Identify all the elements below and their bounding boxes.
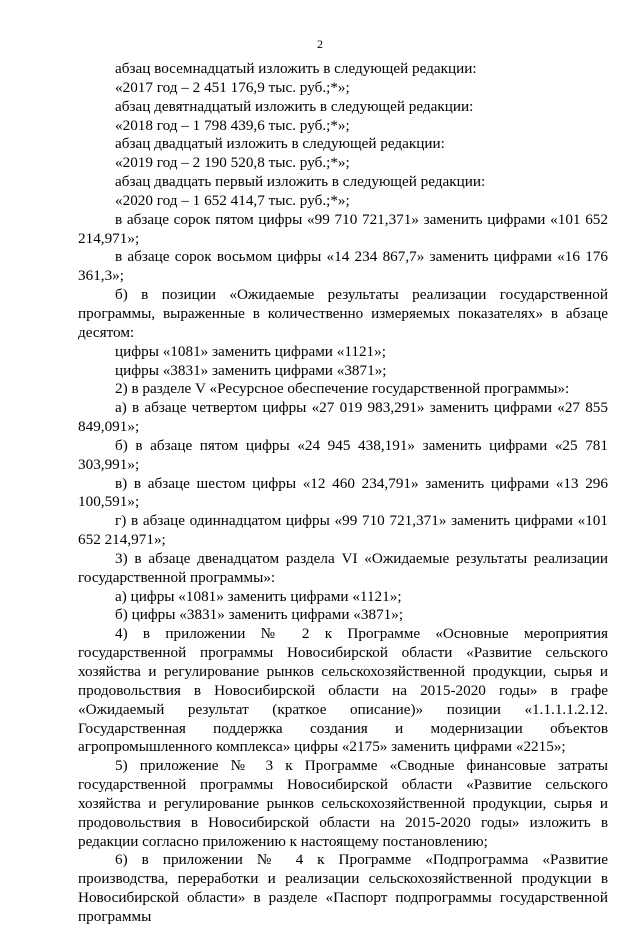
paragraph: цифры «3831» заменить цифрами «3871»; [115, 361, 387, 379]
paragraph: 4) в приложении № 2 к Программе «Основные мероприятия государственной программы Новосибирской области «Развитие сельского хозяйства и регулирование рынков сельскохозяйственной продукции, сырья и продовольствия в Новосибирской области на 2015-2020 годы» в графе «Ожидаемый результат (краткое описание)» позиции «1.1.1.1.2.12. Государственная поддержка создания и модернизации объектов агропромышленного комплекса» цифры «2175» заменить цифрами «2215»; [78, 625, 608, 756]
paragraph: а) в абзаце четвертом цифры «27 019 983,291» заменить цифрами «27 855 849,091»; [78, 399, 608, 436]
document-body [78, 60, 608, 927]
paragraph: «2020 год – 1 652 414,7 тыс. руб.;*»; [115, 191, 350, 209]
paragraph: абзац двадцать первый изложить в следующей редакции: [115, 173, 486, 191]
paragraph: 5) приложение № 3 к Программе «Сводные финансовые затраты государственной программы Новосибирской области «Развитие сельского хозяйства и регулирование рынков сельскохозяйственной продукции, сырья и продовольствия в Новосибирской области на 2015-2020 годы» изложить в редакции согласно приложению к настоящему постановлению; [78, 757, 608, 850]
paragraph: 2) в разделе V «Ресурсное обеспечение государственной программы»: [115, 380, 570, 398]
paragraph: б) в позиции «Ожидаемые результаты реализации государственной программы, выраженные в количественно измеряемых показателях» в абзаце десятом: [78, 286, 608, 341]
paragraph: «2018 год – 1 798 439,6 тыс. руб.;*»; [115, 116, 350, 134]
paragraph: абзац двадцатый изложить в следующей редакции: [115, 135, 445, 153]
paragraph: а) цифры «1081» заменить цифрами «1121»; [115, 587, 402, 605]
paragraph: 6) в приложении № 4 к Программе «Подпрограмма «Развитие производства, переработки и реализации сельскохозяйственной продукции в Новосибирской области» в разделе «Паспорт подпрограммы государственной программы [78, 851, 608, 925]
paragraph: «2017 год – 2 451 176,9 тыс. руб.;*»; [115, 78, 350, 96]
paragraph: «2019 год – 2 190 520,8 тыс. руб.;*»; [115, 154, 350, 172]
paragraph: абзац восемнадцатый изложить в следующей редакции: [115, 60, 477, 77]
paragraph: в) в абзаце шестом цифры «12 460 234,791» заменить цифрами «13 296 100,591»; [78, 474, 608, 511]
paragraph: б) в абзаце пятом цифры «24 945 438,191» заменить цифрами «25 781 303,991»; [78, 436, 608, 473]
paragraph: цифры «1081» заменить цифрами «1121»; [115, 342, 386, 360]
paragraph: в абзаце сорок пятом цифры «99 710 721,371» заменить цифрами «101 652 214,971»; [78, 210, 608, 247]
paragraph: 3) в абзаце двенадцатом раздела VI «Ожидаемые результаты реализации государственной программы»: [78, 549, 608, 586]
paragraph: г) в абзаце одиннадцатом цифры «99 710 721,371» заменить цифрами «101 652 214,971»; [78, 512, 608, 549]
page-number: 2 [317, 37, 323, 51]
paragraph: б) цифры «3831» заменить цифрами «3871»; [115, 606, 404, 624]
paragraph: в абзаце сорок восьмом цифры «14 234 867,7» заменить цифрами «16 176 361,3»; [78, 248, 608, 285]
paragraph: абзац девятнадцатый изложить в следующей редакции: [115, 97, 474, 115]
